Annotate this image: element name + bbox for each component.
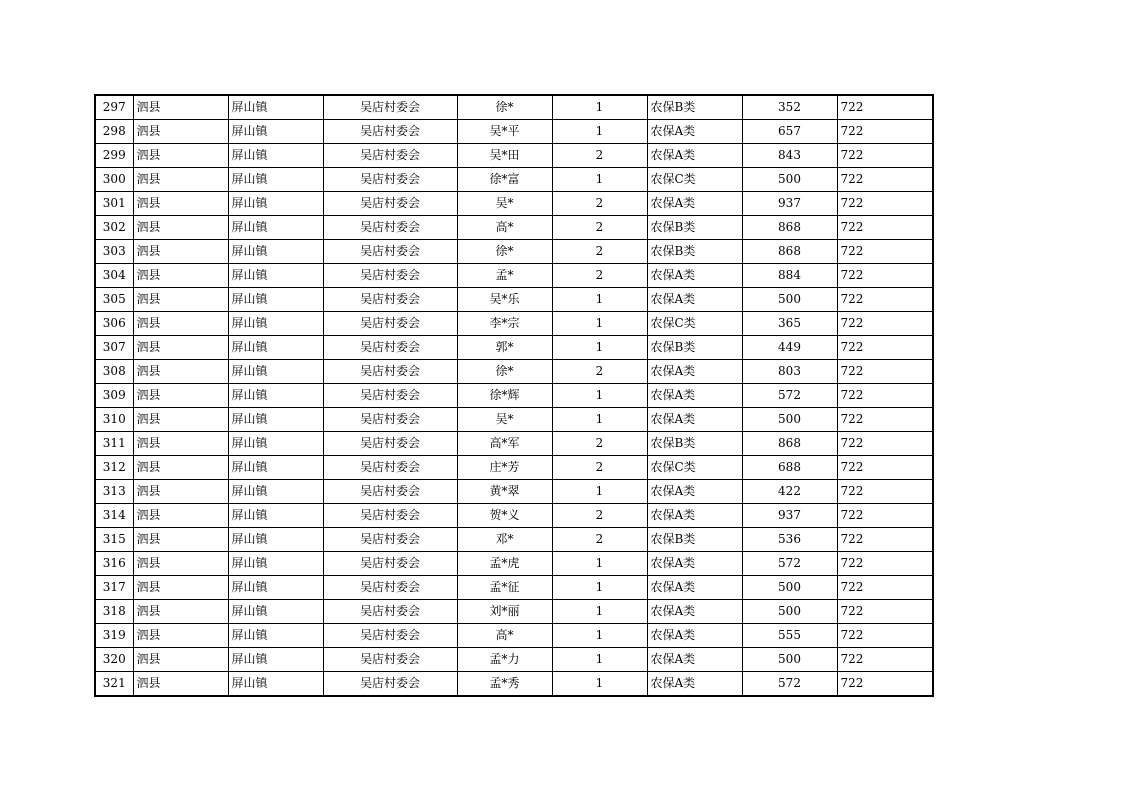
county-cell: 泗县 [133,168,228,192]
table-row [95,264,933,288]
table-row [95,288,933,312]
row-number-cell: 310 [95,408,133,432]
town-cell: 屏山镇 [228,192,323,216]
standard-cell: 722 [837,95,933,120]
insurance-type-cell: 农保C类 [647,312,742,336]
town-cell: 屏山镇 [228,240,323,264]
village-committee-cell: 吴店村委会 [323,456,457,480]
table-row [95,168,933,192]
village-committee-cell: 吴店村委会 [323,192,457,216]
name-cell: 徐* [457,240,552,264]
row-number-cell: 319 [95,624,133,648]
village-committee-cell: 吴店村委会 [323,360,457,384]
table-row [95,624,933,648]
row-number-cell: 311 [95,432,133,456]
name-cell: 孟*秀 [457,672,552,697]
county-cell: 泗县 [133,600,228,624]
insurance-type-cell: 农保A类 [647,120,742,144]
table-row [95,95,933,120]
town-cell: 屏山镇 [228,312,323,336]
town-cell: 屏山镇 [228,264,323,288]
standard-cell: 722 [837,168,933,192]
town-cell: 屏山镇 [228,672,323,697]
town-cell: 屏山镇 [228,360,323,384]
amount-cell: 803 [742,360,837,384]
standard-cell: 722 [837,384,933,408]
table-body [95,95,933,696]
name-cell: 庄*芳 [457,456,552,480]
standard-cell: 722 [837,312,933,336]
town-cell: 屏山镇 [228,216,323,240]
town-cell: 屏山镇 [228,624,323,648]
insurance-type-cell: 农保A类 [647,288,742,312]
town-cell: 屏山镇 [228,95,323,120]
amount-cell: 868 [742,216,837,240]
amount-cell: 365 [742,312,837,336]
amount-cell: 843 [742,144,837,168]
amount-cell: 352 [742,95,837,120]
insurance-type-cell: 农保A类 [647,552,742,576]
name-cell: 吴*平 [457,120,552,144]
household-size-cell: 1 [552,600,647,624]
name-cell: 高*军 [457,432,552,456]
name-cell: 高* [457,624,552,648]
insurance-type-cell: 农保A类 [647,576,742,600]
household-size-cell: 1 [552,480,647,504]
standard-cell: 722 [837,672,933,697]
town-cell: 屏山镇 [228,120,323,144]
county-cell: 泗县 [133,192,228,216]
amount-cell: 937 [742,504,837,528]
name-cell: 徐* [457,360,552,384]
county-cell: 泗县 [133,312,228,336]
town-cell: 屏山镇 [228,576,323,600]
insurance-type-cell: 农保A类 [647,624,742,648]
row-number-cell: 299 [95,144,133,168]
village-committee-cell: 吴店村委会 [323,504,457,528]
standard-cell: 722 [837,408,933,432]
household-size-cell: 1 [552,288,647,312]
amount-cell: 884 [742,264,837,288]
table-row [95,600,933,624]
town-cell: 屏山镇 [228,336,323,360]
household-size-cell: 2 [552,456,647,480]
amount-cell: 572 [742,552,837,576]
town-cell: 屏山镇 [228,480,323,504]
insurance-type-cell: 农保A类 [647,144,742,168]
row-number-cell: 321 [95,672,133,697]
amount-cell: 657 [742,120,837,144]
household-size-cell: 1 [552,648,647,672]
amount-cell: 937 [742,192,837,216]
name-cell: 高* [457,216,552,240]
amount-cell: 500 [742,168,837,192]
county-cell: 泗县 [133,264,228,288]
name-cell: 贺*义 [457,504,552,528]
standard-cell: 722 [837,336,933,360]
table-row [95,312,933,336]
row-number-cell: 318 [95,600,133,624]
insurance-type-cell: 农保A类 [647,672,742,697]
amount-cell: 500 [742,648,837,672]
household-size-cell: 1 [552,624,647,648]
name-cell: 吴* [457,192,552,216]
table-row [95,576,933,600]
name-cell: 徐*辉 [457,384,552,408]
county-cell: 泗县 [133,552,228,576]
table-row [95,504,933,528]
household-size-cell: 2 [552,528,647,552]
insurance-type-cell: 农保A类 [647,384,742,408]
name-cell: 徐* [457,95,552,120]
name-cell: 孟*力 [457,648,552,672]
table-row [95,240,933,264]
town-cell: 屏山镇 [228,648,323,672]
table-row [95,384,933,408]
household-size-cell: 1 [552,408,647,432]
amount-cell: 868 [742,240,837,264]
household-size-cell: 1 [552,120,647,144]
village-committee-cell: 吴店村委会 [323,576,457,600]
amount-cell: 500 [742,600,837,624]
household-size-cell: 1 [552,336,647,360]
household-size-cell: 1 [552,384,647,408]
town-cell: 屏山镇 [228,288,323,312]
village-committee-cell: 吴店村委会 [323,552,457,576]
standard-cell: 722 [837,288,933,312]
town-cell: 屏山镇 [228,456,323,480]
county-cell: 泗县 [133,504,228,528]
insurance-type-cell: 农保B类 [647,528,742,552]
village-committee-cell: 吴店村委会 [323,408,457,432]
county-cell: 泗县 [133,456,228,480]
amount-cell: 572 [742,384,837,408]
village-committee-cell: 吴店村委会 [323,480,457,504]
table-row [95,456,933,480]
insurance-type-cell: 农保A类 [647,480,742,504]
name-cell: 李*宗 [457,312,552,336]
town-cell: 屏山镇 [228,168,323,192]
village-committee-cell: 吴店村委会 [323,240,457,264]
village-committee-cell: 吴店村委会 [323,384,457,408]
village-committee-cell: 吴店村委会 [323,264,457,288]
row-number-cell: 301 [95,192,133,216]
village-committee-cell: 吴店村委会 [323,624,457,648]
name-cell: 吴*田 [457,144,552,168]
county-cell: 泗县 [133,480,228,504]
town-cell: 屏山镇 [228,504,323,528]
standard-cell: 722 [837,240,933,264]
household-size-cell: 2 [552,360,647,384]
county-cell: 泗县 [133,576,228,600]
table-row [95,120,933,144]
insurance-type-cell: 农保A类 [647,408,742,432]
standard-cell: 722 [837,360,933,384]
village-committee-cell: 吴店村委会 [323,648,457,672]
amount-cell: 868 [742,432,837,456]
name-cell: 吴*乐 [457,288,552,312]
standard-cell: 722 [837,528,933,552]
name-cell: 刘*丽 [457,600,552,624]
standard-cell: 722 [837,216,933,240]
town-cell: 屏山镇 [228,528,323,552]
town-cell: 屏山镇 [228,600,323,624]
amount-cell: 536 [742,528,837,552]
table-row [95,480,933,504]
standard-cell: 722 [837,144,933,168]
amount-cell: 688 [742,456,837,480]
county-cell: 泗县 [133,336,228,360]
row-number-cell: 316 [95,552,133,576]
town-cell: 屏山镇 [228,432,323,456]
county-cell: 泗县 [133,120,228,144]
standard-cell: 722 [837,576,933,600]
county-cell: 泗县 [133,144,228,168]
insurance-type-cell: 农保A类 [647,600,742,624]
standard-cell: 722 [837,456,933,480]
name-cell: 孟*征 [457,576,552,600]
name-cell: 吴* [457,408,552,432]
row-number-cell: 320 [95,648,133,672]
county-cell: 泗县 [133,384,228,408]
table-row [95,336,933,360]
county-cell: 泗县 [133,408,228,432]
table-row [95,192,933,216]
row-number-cell: 309 [95,384,133,408]
household-size-cell: 1 [552,95,647,120]
insurance-type-cell: 农保C类 [647,456,742,480]
name-cell: 郭* [457,336,552,360]
row-number-cell: 297 [95,95,133,120]
amount-cell: 555 [742,624,837,648]
table-row [95,528,933,552]
name-cell: 黄*翠 [457,480,552,504]
row-number-cell: 304 [95,264,133,288]
row-number-cell: 300 [95,168,133,192]
household-size-cell: 2 [552,144,647,168]
row-number-cell: 302 [95,216,133,240]
insurance-type-cell: 农保A类 [647,264,742,288]
row-number-cell: 314 [95,504,133,528]
county-cell: 泗县 [133,288,228,312]
table-row [95,216,933,240]
household-size-cell: 2 [552,504,647,528]
village-committee-cell: 吴店村委会 [323,600,457,624]
village-committee-cell: 吴店村委会 [323,312,457,336]
row-number-cell: 313 [95,480,133,504]
standard-cell: 722 [837,648,933,672]
row-number-cell: 306 [95,312,133,336]
row-number-cell: 315 [95,528,133,552]
name-cell: 孟*虎 [457,552,552,576]
village-committee-cell: 吴店村委会 [323,120,457,144]
county-cell: 泗县 [133,528,228,552]
amount-cell: 500 [742,408,837,432]
village-committee-cell: 吴店村委会 [323,95,457,120]
standard-cell: 722 [837,624,933,648]
insurance-type-cell: 农保B类 [647,95,742,120]
village-committee-cell: 吴店村委会 [323,528,457,552]
standard-cell: 722 [837,264,933,288]
table-row [95,408,933,432]
name-cell: 徐*富 [457,168,552,192]
row-number-cell: 308 [95,360,133,384]
insurance-type-cell: 农保B类 [647,240,742,264]
village-committee-cell: 吴店村委会 [323,288,457,312]
amount-cell: 500 [742,288,837,312]
standard-cell: 722 [837,480,933,504]
row-number-cell: 317 [95,576,133,600]
village-committee-cell: 吴店村委会 [323,432,457,456]
county-cell: 泗县 [133,432,228,456]
row-number-cell: 303 [95,240,133,264]
table-row [95,432,933,456]
household-size-cell: 2 [552,432,647,456]
insurance-type-cell: 农保B类 [647,432,742,456]
county-cell: 泗县 [133,240,228,264]
row-number-cell: 312 [95,456,133,480]
household-size-cell: 1 [552,552,647,576]
table-row [95,552,933,576]
standard-cell: 722 [837,504,933,528]
table-row [95,672,933,697]
village-committee-cell: 吴店村委会 [323,168,457,192]
town-cell: 屏山镇 [228,144,323,168]
amount-cell: 572 [742,672,837,697]
data-table [94,94,934,697]
household-size-cell: 2 [552,264,647,288]
county-cell: 泗县 [133,360,228,384]
amount-cell: 449 [742,336,837,360]
household-size-cell: 2 [552,216,647,240]
amount-cell: 500 [742,576,837,600]
insurance-type-cell: 农保B类 [647,336,742,360]
standard-cell: 722 [837,120,933,144]
standard-cell: 722 [837,600,933,624]
household-size-cell: 2 [552,192,647,216]
town-cell: 屏山镇 [228,552,323,576]
standard-cell: 722 [837,432,933,456]
household-size-cell: 1 [552,168,647,192]
standard-cell: 722 [837,552,933,576]
table-row [95,648,933,672]
village-committee-cell: 吴店村委会 [323,144,457,168]
county-cell: 泗县 [133,624,228,648]
table-row [95,144,933,168]
household-size-cell: 1 [552,672,647,697]
standard-cell: 722 [837,192,933,216]
county-cell: 泗县 [133,216,228,240]
insurance-type-cell: 农保C类 [647,168,742,192]
table-row [95,360,933,384]
household-size-cell: 1 [552,312,647,336]
village-committee-cell: 吴店村委会 [323,336,457,360]
insurance-type-cell: 农保A类 [647,648,742,672]
town-cell: 屏山镇 [228,408,323,432]
county-cell: 泗县 [133,95,228,120]
insurance-type-cell: 农保A类 [647,360,742,384]
county-cell: 泗县 [133,648,228,672]
row-number-cell: 298 [95,120,133,144]
village-committee-cell: 吴店村委会 [323,672,457,697]
row-number-cell: 305 [95,288,133,312]
insurance-type-cell: 农保A类 [647,504,742,528]
household-size-cell: 2 [552,240,647,264]
insurance-type-cell: 农保B类 [647,216,742,240]
name-cell: 邓* [457,528,552,552]
household-size-cell: 1 [552,576,647,600]
row-number-cell: 307 [95,336,133,360]
amount-cell: 422 [742,480,837,504]
insurance-type-cell: 农保A类 [647,192,742,216]
village-committee-cell: 吴店村委会 [323,216,457,240]
name-cell: 孟* [457,264,552,288]
town-cell: 屏山镇 [228,384,323,408]
county-cell: 泗县 [133,672,228,697]
